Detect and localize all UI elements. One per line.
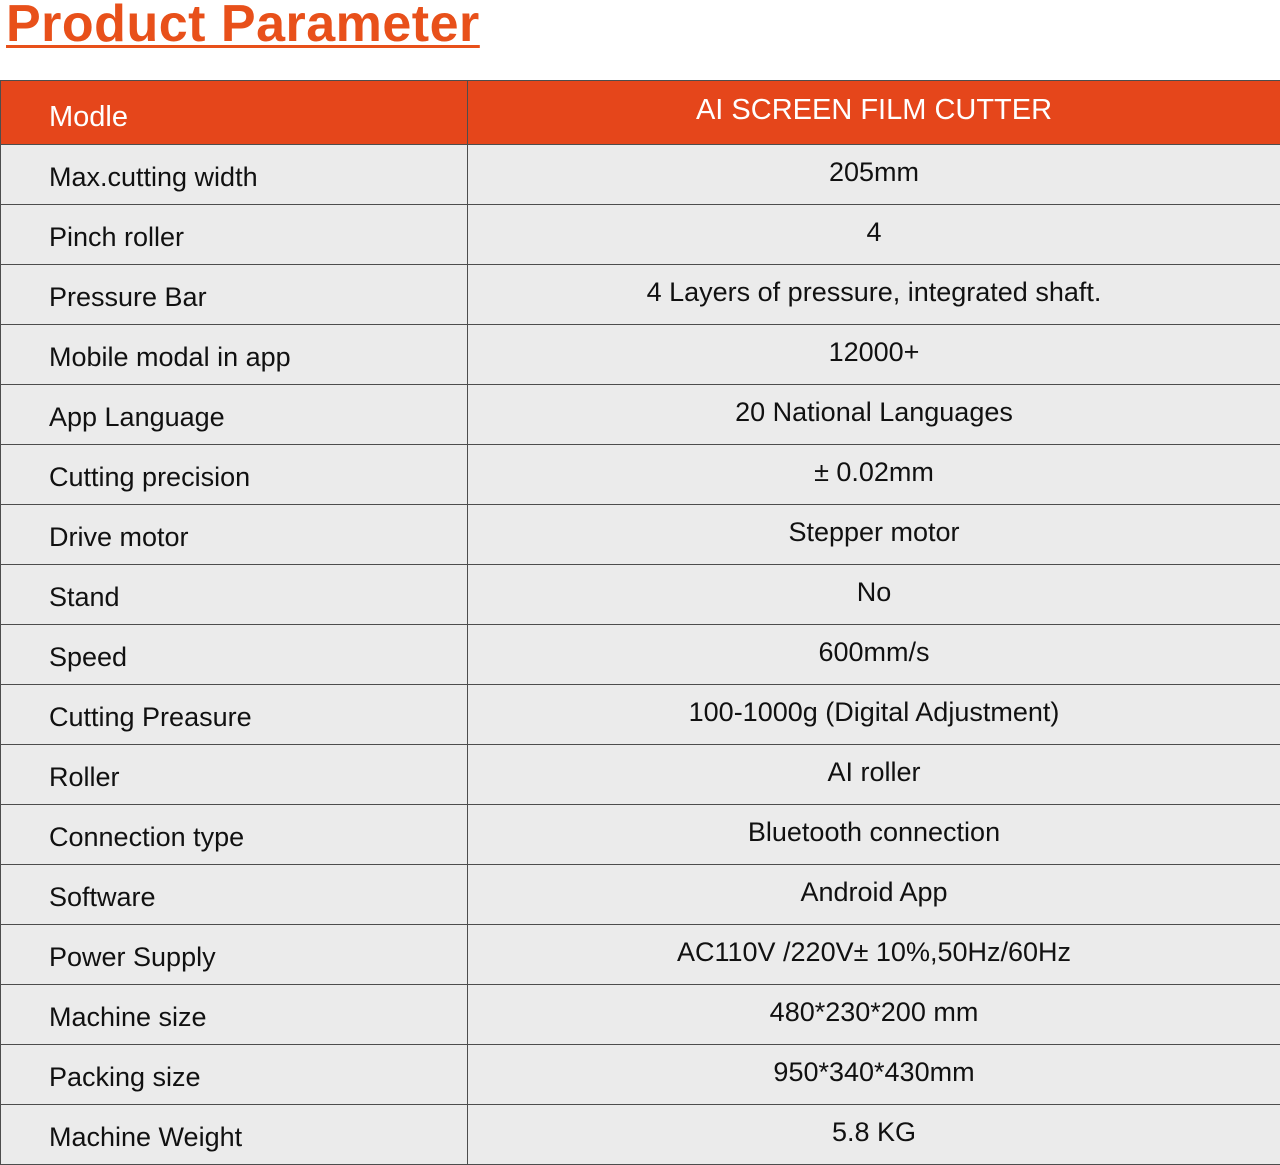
- row-label: Mobile modal in app: [1, 325, 468, 385]
- row-value: 480*230*200 mm: [468, 985, 1280, 1045]
- table-row: [1, 925, 1280, 985]
- row-value: Android App: [468, 865, 1280, 925]
- row-label: Stand: [1, 565, 468, 625]
- row-value: No: [468, 565, 1280, 625]
- row-label: Roller: [1, 745, 468, 805]
- table-row: [1, 565, 1280, 625]
- table-row: [1, 445, 1280, 505]
- table-row: [1, 265, 1280, 325]
- table-row: [1, 745, 1280, 805]
- table-row: [1, 685, 1280, 745]
- row-label: Speed: [1, 625, 468, 685]
- table-row: [1, 385, 1280, 445]
- row-value: 4 Layers of pressure, integrated shaft.: [468, 265, 1280, 325]
- row-label: Pressure Bar: [1, 265, 468, 325]
- row-label: Packing size: [1, 1045, 468, 1105]
- row-label: Software: [1, 865, 468, 925]
- row-value: Stepper motor: [468, 505, 1280, 565]
- row-value: 100-1000g (Digital Adjustment): [468, 685, 1280, 745]
- table-row: [1, 505, 1280, 565]
- row-label: Cutting Preasure: [1, 685, 468, 745]
- table-row: [1, 205, 1280, 265]
- table-row: [1, 805, 1280, 865]
- table-row: [1, 625, 1280, 685]
- row-label: Cutting precision: [1, 445, 468, 505]
- row-value: 5.8 KG: [468, 1105, 1280, 1165]
- header-value-cell: AI SCREEN FILM CUTTER: [468, 81, 1280, 145]
- row-label: App Language: [1, 385, 468, 445]
- row-label: Power Supply: [1, 925, 468, 985]
- row-value: ± 0.02mm: [468, 445, 1280, 505]
- row-label: Drive motor: [1, 505, 468, 565]
- row-value: 205mm: [468, 145, 1280, 205]
- row-value: 4: [468, 205, 1280, 265]
- row-value: 950*340*430mm: [468, 1045, 1280, 1105]
- table-row: [1, 145, 1280, 205]
- row-value: 20 National Languages: [468, 385, 1280, 445]
- row-label: Pinch roller: [1, 205, 468, 265]
- row-label: Machine size: [1, 985, 468, 1045]
- row-value: 12000+: [468, 325, 1280, 385]
- row-value: AC110V /220V± 10%,50Hz/60Hz: [468, 925, 1280, 985]
- row-value: 600mm/s: [468, 625, 1280, 685]
- table-row: [1, 985, 1280, 1045]
- header-label-cell: Modle: [1, 81, 468, 145]
- table-row: [1, 325, 1280, 385]
- row-label: Connection type: [1, 805, 468, 865]
- spec-table: [0, 80, 1280, 1165]
- row-value: Bluetooth connection: [468, 805, 1280, 865]
- page-title: Product Parameter: [6, 0, 480, 54]
- table-row: [1, 865, 1280, 925]
- row-label: Machine Weight: [1, 1105, 468, 1165]
- row-label: Max.cutting width: [1, 145, 468, 205]
- row-value: AI roller: [468, 745, 1280, 805]
- table-header-row: [1, 81, 1280, 145]
- table-row: [1, 1105, 1280, 1165]
